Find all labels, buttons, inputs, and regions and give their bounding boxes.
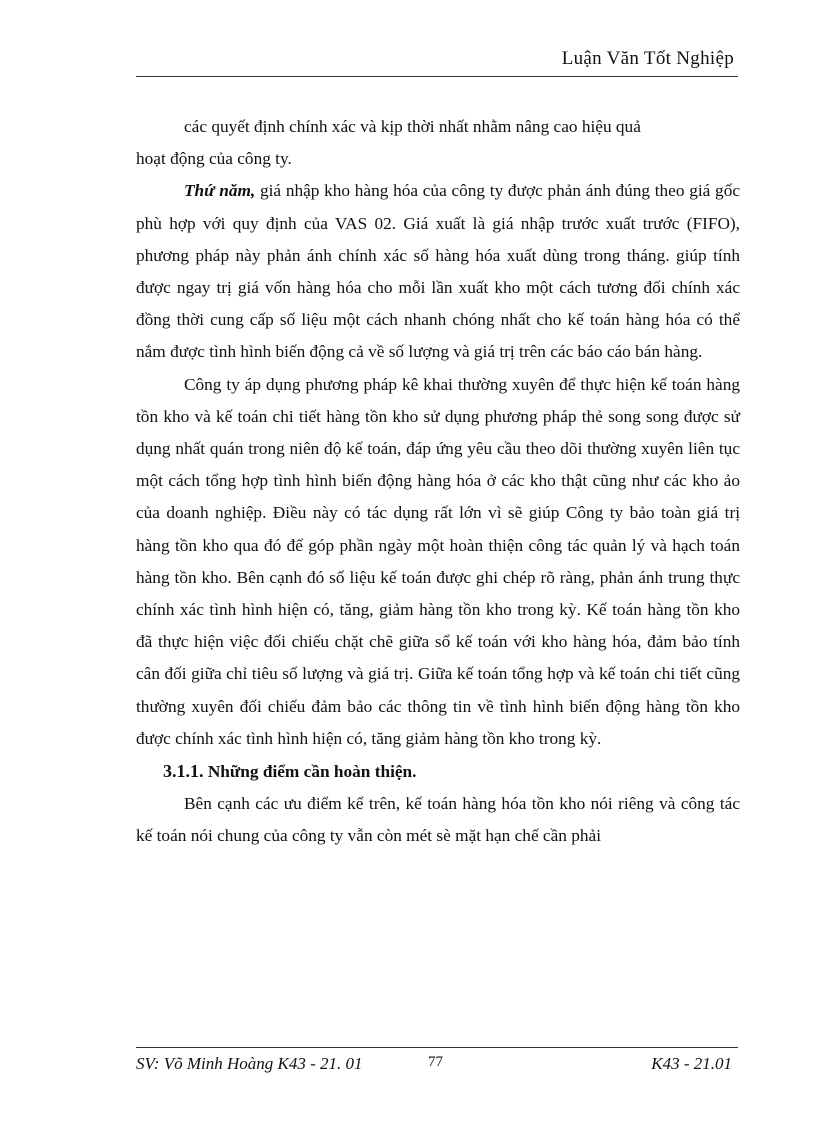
header-title: Luận Văn Tốt Nghiệp xyxy=(561,48,734,69)
page-footer xyxy=(136,1054,738,1078)
paragraph-4-text: Bên cạnh các ưu điểm kể trên, kế toán hàng hóa tồn kho nói riêng và công tác kế toán nói chung của công ty vẫn còn mét sè mặt hạn chế cần phải xyxy=(136,794,740,846)
paragraph-cong-ty xyxy=(136,369,740,755)
paragraph-lead: Thứ năm, xyxy=(184,181,256,201)
document-body xyxy=(136,111,740,853)
section-heading xyxy=(136,755,740,788)
footer-divider xyxy=(136,1047,738,1048)
page-number: 77 xyxy=(428,1054,443,1070)
paragraph-thu-nam xyxy=(136,175,740,368)
paragraph-2-text: giá nhập kho hàng hóa của công ty được phản ánh đúng theo giá gốc phù hợp với quy định của VAS 02. Giá xuất là giá nhập trước xuất trước (FIFO), phương pháp này phản ánh chính xác số hàng hóa xuất dùng trong tháng. giúp tính được ngay trị giá vốn hàng hóa cho mỗi lần xuất kho một cách tương đối chính xác đồng thời cung cấp số liệu một cách nhanh chóng nhất cho kế toán hàng hóa có thể nắm được tình hình biến động cả về số lượng và giá trị trên các báo cáo bán hàng. xyxy=(136,181,740,362)
paragraph-continuation-end xyxy=(136,143,740,175)
paragraph-1-line-1: các quyết định chính xác và kịp thời nhất nhằm nâng cao hiệu quả xyxy=(184,117,641,136)
paragraph-1-line-2: hoạt động của công ty. xyxy=(136,149,292,169)
footer-author: SV: Võ Minh Hoàng K43 - 21. 01 xyxy=(136,1054,363,1073)
section-title: Những điểm cần hoàn thiện. xyxy=(203,762,417,782)
paragraph-3-text: Công ty áp dụng phương pháp kê khai thường xuyên để thực hiện kế toán hàng tồn kho và kế toán chi tiết hàng tồn kho sử dụng phương pháp thẻ song song được sử dụng nhất quán trong niên độ kế toán, đáp ứng yêu cầu theo dõi thường xuyên liên tục một cách tổng hợp tình hình biến động hàng hóa ở các kho thật cũng như các kho ảo của doanh nghiệp. Điều này có tác dụng rất lớn vì sẽ giúp Công ty bảo toàn giá trị hàng tồn kho qua đó để góp phần ngày một hoàn thiện công tác quản lý và hạch toán hàng tồn kho. Bên cạnh đó số liệu kế toán được ghi chép rõ ràng, phản ánh trung thực chính xác tình hình hiện có, tăng, giảm hàng tồn kho trong kỳ. Kế toán hàng tồn kho đã thực hiện việc đối chiếu chặt chẽ giữa sổ kế toán với kho hàng hóa, đảm bảo tính cân đối giữa chỉ tiêu số lượng và giá trị. Giữa kế toán tổng hợp và kế toán chi tiết cũng thường xuyên đối chiếu đảm bảo các thông tin về tình hình biến động hàng tồn kho được chính xác tình hình hiện có, tăng giảm hàng tồn kho trong kỳ. xyxy=(136,374,740,748)
footer-class: K43 - 21.01 xyxy=(651,1054,732,1073)
paragraph-ben-canh xyxy=(136,788,740,852)
section-number: 3.1.1. xyxy=(163,761,204,782)
header-divider xyxy=(136,76,738,77)
paragraph-continuation xyxy=(136,111,740,143)
